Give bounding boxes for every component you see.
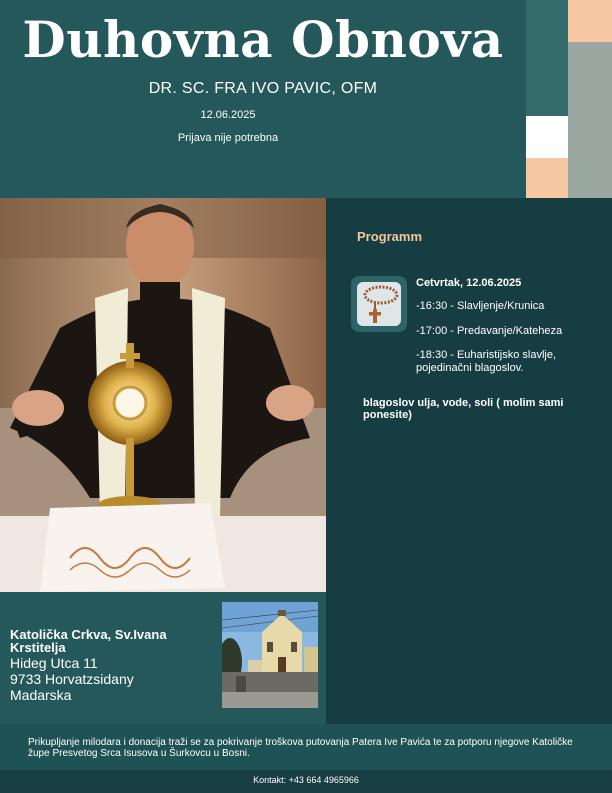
event-date: 12.06.2025 (200, 109, 256, 121)
mosaic-square (568, 42, 612, 198)
page-title: Duhovna Obnova (22, 10, 504, 69)
address-city: 9733 Horvatzsidany (10, 671, 134, 687)
registration-note: Prijava nije potrebna (177, 132, 279, 144)
church-photo (222, 602, 318, 708)
program-title: Programm (357, 229, 423, 244)
priest-photo (0, 198, 326, 592)
church-name: Katolička Crkva, Sv.Ivana Krstitelja (10, 627, 167, 655)
program-day: Cetvrtak, 12.06.2025 (416, 277, 522, 289)
mosaic-square (526, 158, 568, 198)
blessing-note: blagoslov ulja, vode, soli ( molim sami ponesite) (363, 397, 564, 421)
mosaic-square (568, 0, 612, 42)
program-item: -16:30 - Slavljenje/Krunica (416, 300, 545, 312)
contact-info: Kontakt: +43 664 4965966 (253, 775, 359, 785)
speaker-name: DR. SC. FRA IVO PAVIC, OFM (148, 80, 378, 97)
address-country: Madarska (10, 687, 72, 703)
mosaic-square (526, 0, 568, 116)
donation-note: Prikupljanje milodara i donacija traži se za pokrivanje troškova putovanja Patera Ive Pavića te za potporu njegove Katoličke župe Presvetog Srca Isusova u Šurkovcu u Bosni. (28, 737, 573, 759)
address-street: Hideg Utca 11 (10, 655, 98, 671)
rosary-icon (357, 282, 401, 326)
mosaic-square (526, 116, 568, 158)
program-item: -18:30 - Euharistijsko slavlje, pojedinačni blagoslov. (416, 349, 557, 374)
program-item: -17:00 - Predavanje/Kateheza (416, 325, 563, 337)
